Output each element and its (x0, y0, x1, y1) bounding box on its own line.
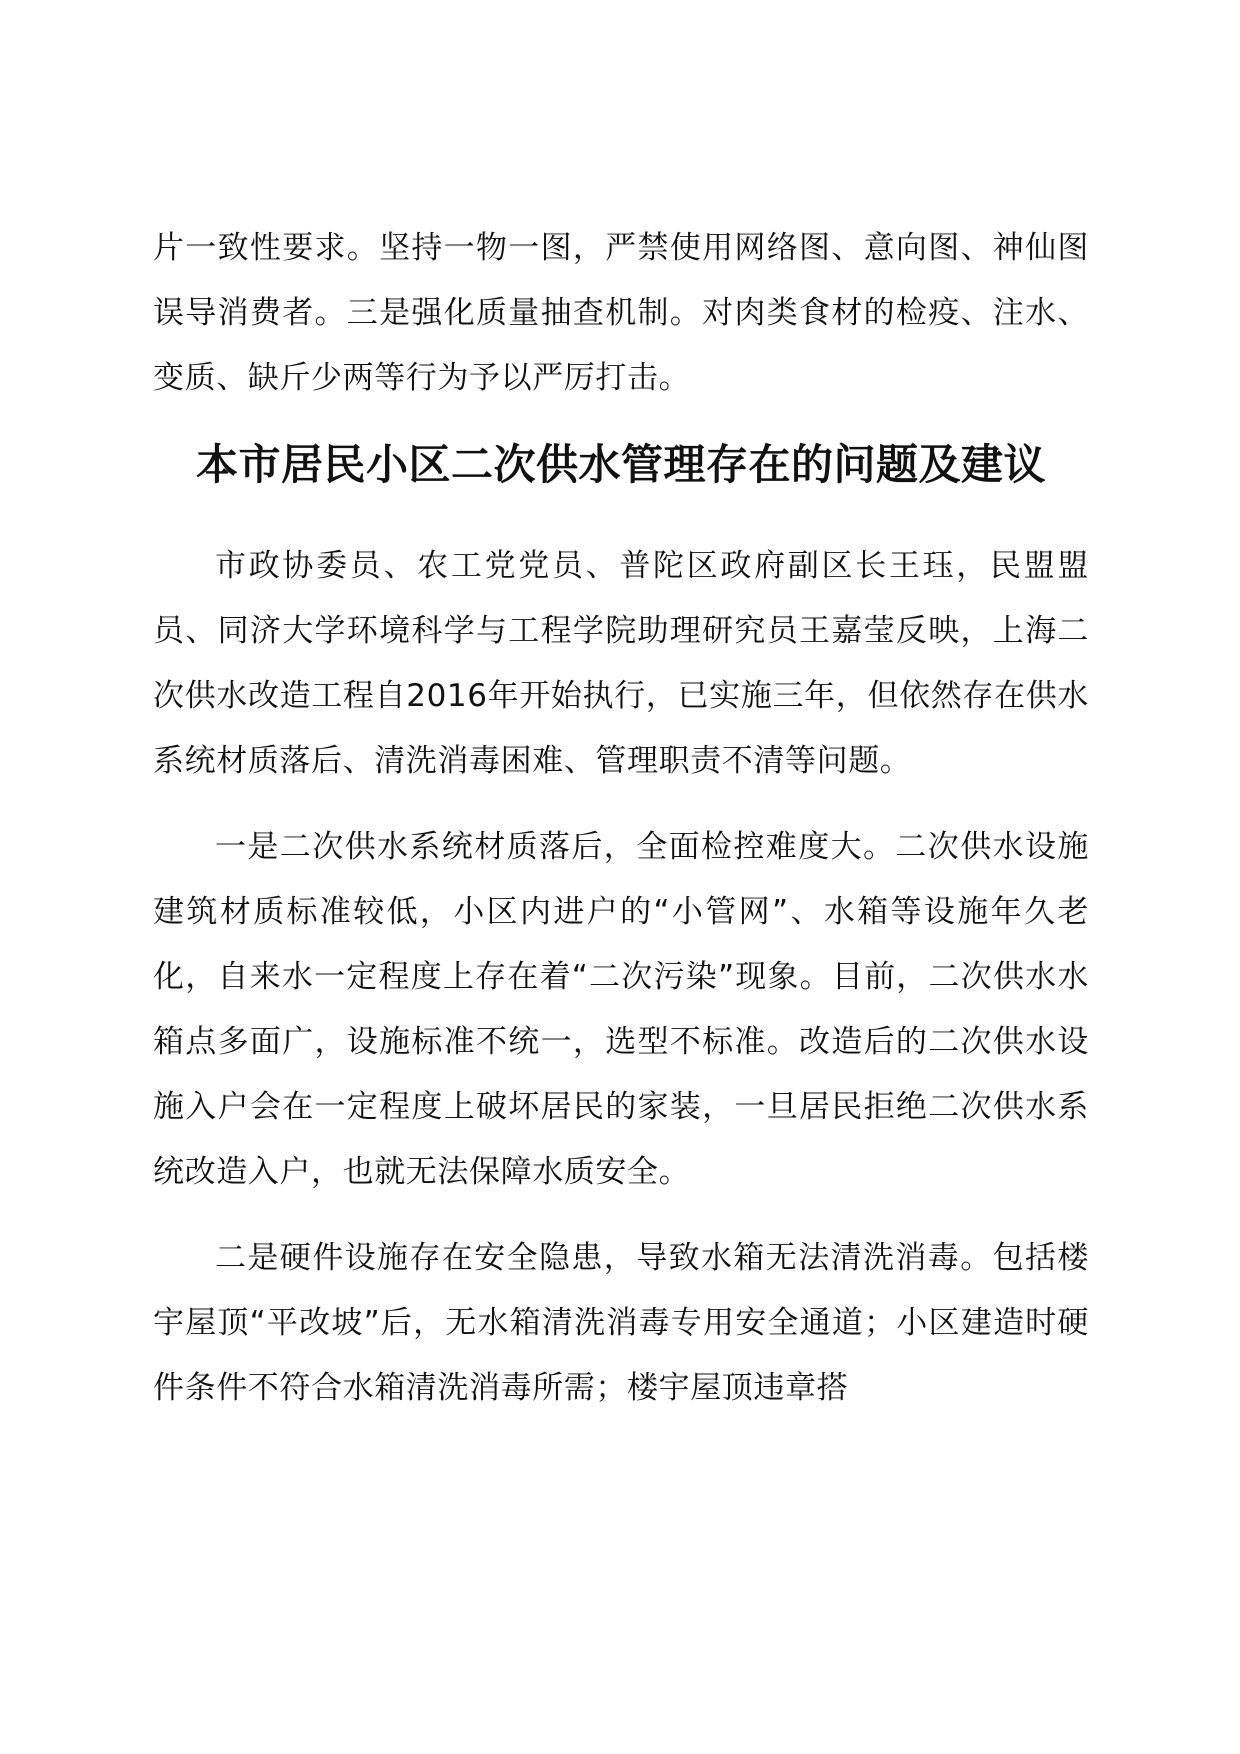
paragraph-3: 二是硬件设施存在安全隐患，导致水箱无法清洗消毒。包括楼宇屋顶“平改坡”后，无水箱清洗消毒专用安全通道；小区建造时硬件条件不符合水箱清洗消毒所需；楼宇屋顶违章搭 (153, 1240, 1089, 1406)
document-body (153, 216, 1089, 1421)
paragraph-1: 市政协委员、农工党党员、普陀区政府副区长王珏，民盟盟员、同济大学环境科学与工程学院助理研究员王嘉莹反映，上海二次供水改造工程自2016年开始执行，已实施三年，但依然存在供水系统材质落后、清洗消毒困难、管理职责不清等问题。 (153, 548, 1089, 779)
paragraph-2: 一是二次供水系统材质落后，全面检控难度大。二次供水设施建筑材质标准较低，小区内进户的“小管网”、水箱等设施年久老化，自来水一定程度上存在着“二次污染”现象。目前，二次供水水箱点多面广，设施标准不统一，选型不标准。改造后的二次供水设施入户会在一定程度上破坏居民的家装，一旦居民拒绝二次供水系统改造入户，也就无法保障水质安全。 (153, 829, 1089, 1190)
section-title: 本市居民小区二次供水管理存在的问题及建议 (195, 440, 1046, 489)
continued-paragraph: 片一致性要求。坚持一物一图，严禁使用网络图、意向图、神仙图误导消费者。三是强化质量抽查机制。对肉类食材的检疫、注水、变质、缺斤少两等行为予以严厉打击。 (153, 230, 1089, 396)
